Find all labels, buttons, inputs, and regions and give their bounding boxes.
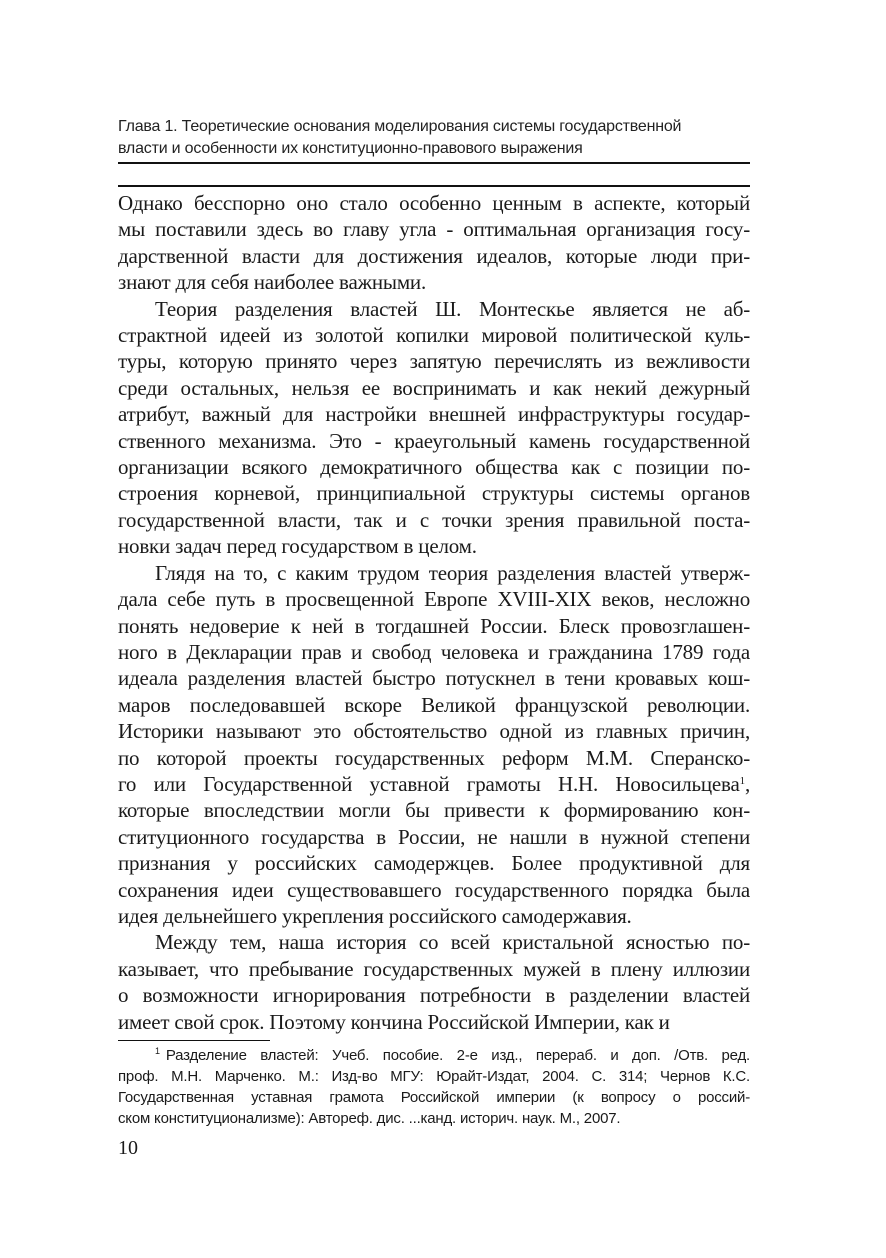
paragraph xyxy=(118,296,750,560)
footnote-line: ском конституционализме): Автореф. дис. ...канд. историч. наук. М., 2007. xyxy=(118,1110,621,1127)
footnote-rule xyxy=(118,1040,270,1041)
text-line: имеет свой срок. Поэтому кончина Российской Империи, как и xyxy=(118,1009,670,1034)
text-line: сохранения идеи существовавшего государственного порядка была xyxy=(118,877,750,902)
text-line: го или Государственной уставной грамоты Н.Н. Новосильцева$^1$, xyxy=(118,771,750,796)
text-line: маров последовавшей вскоре Великой французской революции. xyxy=(118,692,750,717)
header-rule xyxy=(118,162,750,164)
text-line: идеала разделения властей быстро потускнел в тени кровавых кош- xyxy=(118,666,750,691)
text-line: ного в Декларации прав и свобод человека и гражданина 1789 года xyxy=(118,639,750,664)
text-line: организации всякого демократичного общества как с позиции по- xyxy=(118,455,750,480)
text-line: Между тем, наша история со всей кристальной ясностью по- xyxy=(155,930,750,955)
text-line: страктной идеей из золотой копилки мировой политической куль- xyxy=(118,323,750,348)
text-line: атрибут, важный для настройки внешней инфраструктуры государ- xyxy=(118,402,750,427)
text-line: новки задач перед государством в целом. xyxy=(118,534,477,559)
text-line: ституционного государства в России, не нашли в нужной степени xyxy=(118,824,750,849)
text-line: казывает, что пребывание государственных мужей в плену иллюзии xyxy=(118,956,750,981)
footnote-line: проф. М.Н. Марченко. М.: Изд-во МГУ: Юрайт-Издат, 2004. С. 314; Чернов К.С. xyxy=(118,1068,750,1085)
text-line: дала себе путь в просвещенной Европе XVIII-XIX веков, несложно xyxy=(118,587,750,612)
text-line: Однако бесспорно оно стало особенно ценным в аспекте, который xyxy=(118,191,750,215)
text-line: которые впоследствии могли бы привести к формированию кон- xyxy=(118,798,750,823)
paragraph xyxy=(118,560,750,930)
text-line: строения корневой, принципиальной структуры системы органов xyxy=(118,481,750,506)
paragraph xyxy=(118,929,750,1035)
footnote-marker: 1 xyxy=(155,1046,160,1056)
text-line: признания у российских самодержцев. Более продуктивной для xyxy=(118,851,750,876)
text-line: туры, которую принято через запятую перечислять из вежливости xyxy=(118,349,750,374)
footnote xyxy=(118,1045,750,1129)
footnote-reference[interactable]: 1 xyxy=(739,774,745,787)
text-line: ственного механизма. Это - краеугольный камень государственной xyxy=(118,428,750,453)
footnote-line: Государственная уставная грамота Российской империи (к вопросу о россий- xyxy=(118,1089,750,1106)
text-line: Историки называют это обстоятельство одной из главных причин, xyxy=(118,719,750,744)
text-line: Теория разделения властей Ш. Монтескье является не аб- xyxy=(155,296,750,321)
running-header-line: власти и особенности их конституционно-правового выражения xyxy=(118,140,583,157)
text-line: мы поставили здесь во главу угла - оптимальная организация госу- xyxy=(118,217,750,242)
paragraph xyxy=(118,190,750,296)
running-header xyxy=(118,116,750,160)
text-line: о возможности игнорирования потребности в разделении властей xyxy=(118,983,750,1008)
page-number: 10 xyxy=(118,1137,138,1159)
text-line: Глядя на то, с каким трудом теория разделения властей утверж- xyxy=(155,560,750,585)
text-line: понять недоверие к ней в тогдашней России. Блеск провозглашен- xyxy=(118,613,750,638)
body-text xyxy=(118,190,750,1035)
running-header-line: Глава 1. Теоретические основания моделирования системы государственной xyxy=(118,118,682,135)
text-line: среди остальных, нельзя ее воспринимать и как некий дежурный xyxy=(118,375,750,400)
text-line: по которой проекты государственных реформ М.М. Сперанско- xyxy=(118,745,750,770)
text-line: государственной власти, так и с точки зрения правильной поста- xyxy=(118,507,750,532)
footnote-line: $^1$ Разделение властей: Учеб. пособие. 2-е изд., перераб. и доп. /Отв. ред. xyxy=(155,1046,750,1064)
text-top-rule xyxy=(118,185,750,187)
text-line: дарственной власти для достижения идеалов, которые люди при- xyxy=(118,243,750,268)
text-line: знают для себя наиболее важными. xyxy=(118,270,427,295)
text-line: идея дельнейшего укрепления российского самодержавия. xyxy=(118,903,632,928)
